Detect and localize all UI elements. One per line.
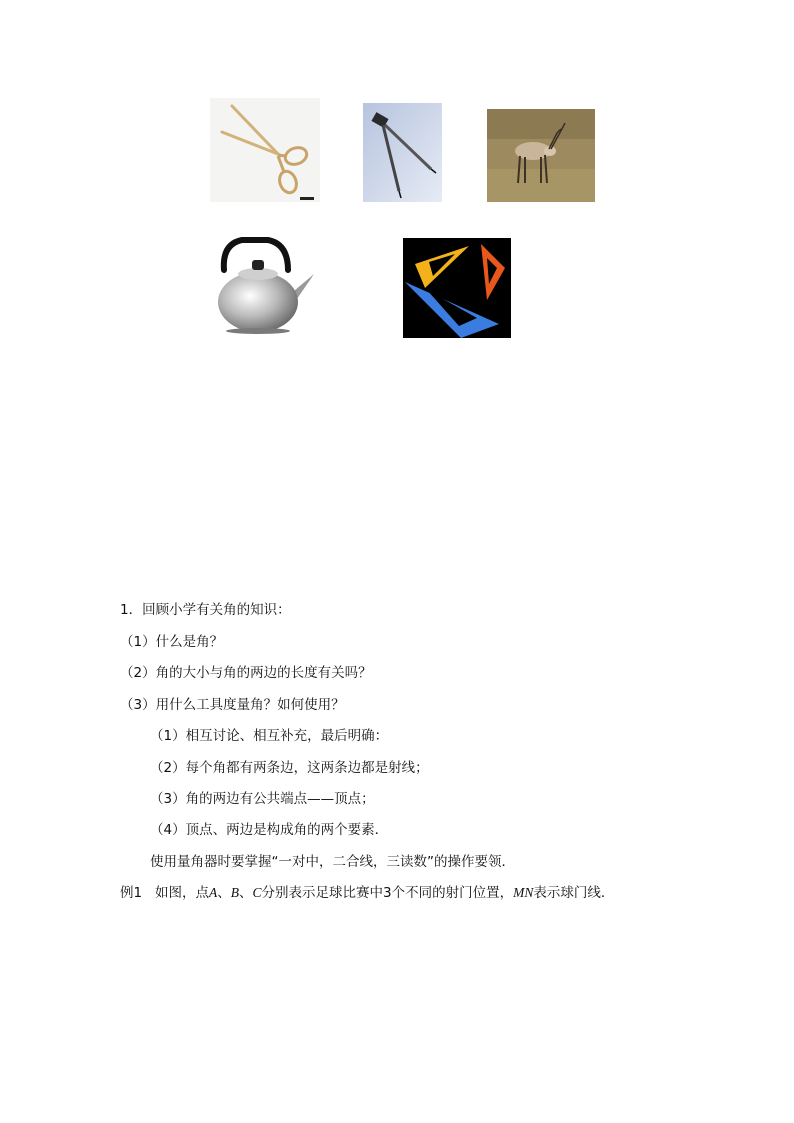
text-line-answer-4: （4）顶点、两边是构成角的两个要素． xyxy=(150,822,389,838)
text-line-review-heading: 1．回顾小学有关角的知识： xyxy=(120,602,291,618)
point-a: A xyxy=(208,885,218,900)
example-line xyxy=(120,884,614,902)
text-line-question-2: （2）角的大小与角的两边的长度有关吗？ xyxy=(120,665,372,681)
antelope-image xyxy=(487,109,595,202)
example-number: 3 xyxy=(382,885,392,901)
text-line-answer-2: （2）每个角都有两条边，这两条边都是射线； xyxy=(150,760,429,776)
example-text-4: 表示球门线． xyxy=(533,885,615,901)
point-c: C xyxy=(252,885,262,900)
separator: 、 xyxy=(217,885,231,901)
separator: 、 xyxy=(238,885,253,901)
example-label: 例1 xyxy=(120,885,143,901)
example-text-3: 个不同的射门位置， xyxy=(391,885,514,901)
text-line-question-3: （3）用什么工具度量角？如何使用？ xyxy=(120,697,345,713)
text-line-protractor-note: 使用量角器时要掌握“一对中，二合线，三读数”的操作要领． xyxy=(150,854,515,870)
text-line-answer-3: （3）角的两边有公共端点——顶点； xyxy=(150,791,375,807)
triangle-rulers-image xyxy=(403,238,511,338)
example-text-1: 如图，点 xyxy=(154,885,209,901)
scissors-image xyxy=(210,98,320,202)
example-text-2: 分别表示足球比赛中 xyxy=(261,885,383,901)
goal-line-mn: MN xyxy=(513,885,534,900)
kettle-image xyxy=(212,234,318,336)
compass-image xyxy=(363,103,442,202)
text-line-question-1: （1）什么是角？ xyxy=(120,634,224,650)
text-line-answer-1: （1）相互讨论、相互补充，最后明确： xyxy=(150,728,389,744)
point-b: B xyxy=(230,885,239,900)
